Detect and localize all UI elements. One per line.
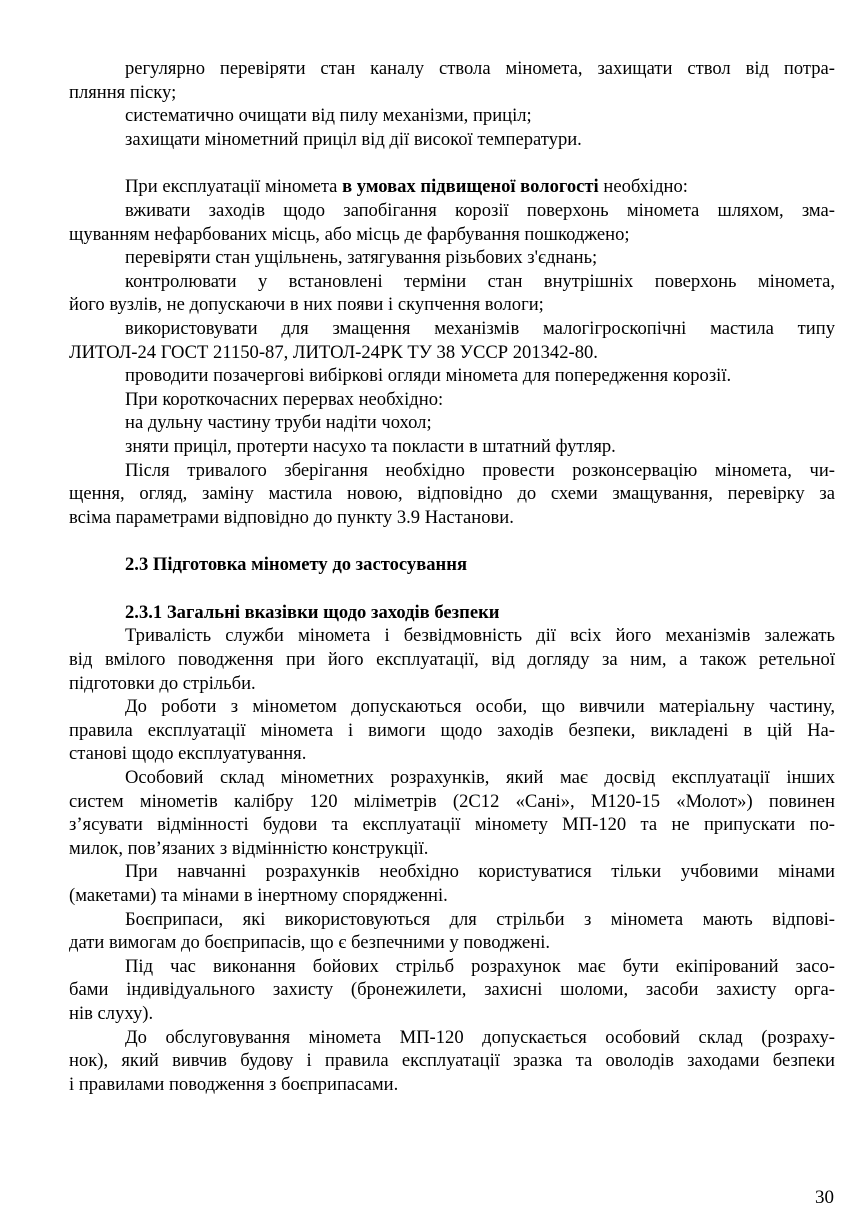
text-line: пляння піску;	[69, 81, 177, 103]
text-line: контролювати у встановлені терміни стан внутрішніх поверхонь міномета,	[125, 270, 835, 292]
spacer	[69, 577, 835, 601]
text-line: бами індивідуального захисту (бронежилети, захисні шоломи, засоби захисту орга-	[69, 979, 835, 1001]
text-line: При короткочасних перервах необхідно:	[125, 388, 444, 410]
subsection-heading: 2.3.1 Загальні вказівки щодо заходів безпеки	[125, 601, 500, 623]
text-line: всіма параметрами відповідно до пункту 3.9 Настанови.	[69, 506, 514, 528]
spacer	[69, 529, 835, 553]
text-line: щуванням нефарбованих місць, або місць де фарбування пошкоджено;	[69, 223, 630, 245]
spacer	[69, 151, 835, 175]
text-line: систем мінометів калібру 120 міліметрів (2С12 «Сані», М120-15 «Молот») повинен	[69, 790, 835, 812]
text-line: зняти приціл, протерти насухо та покласти в штатний футляр.	[125, 435, 616, 457]
intro-text: При експлуатації міномета	[125, 176, 343, 198]
text-line: підготовки до стрільби.	[69, 672, 256, 694]
text-line: Особовий склад мінометних розрахунків, який має досвід експлуатації інших	[125, 767, 835, 789]
text-line: його вузлів, не допускаючи в них появи і скупчення вологи;	[69, 294, 544, 316]
text-line: систематично очищати від пилу механізми, приціл;	[125, 105, 532, 127]
text-line: регулярно перевіряти стан каналу ствола міномета, захищати ствол від потра-	[125, 58, 835, 79]
text-line: використовувати для змащення механізмів малогігроскопічні мастила типу	[125, 317, 835, 339]
text-line: При навчанні розрахунків необхідно користуватися тільки учбовими мінами	[125, 861, 835, 883]
text-line: нок), який вивчив будову і правила експлуатації зразка та оволодів заходами безпеки	[69, 1050, 835, 1072]
text-line: Після тривалого зберігання необхідно провести розконсервацію міномета, чи-	[125, 459, 835, 481]
page-number: 30	[815, 1187, 834, 1208]
text-line: щення, огляд, заміну мастила новою, відповідно до схеми змащування, перевірку за	[69, 483, 835, 505]
text-line: милок, пов’язаних з відмінністю конструкції.	[69, 837, 429, 859]
text-line: До обслуговування міномета МП-120 допускається особовий склад (розраху-	[125, 1026, 835, 1048]
text-line: (макетами) та мінами в інертному спорядженні.	[69, 885, 448, 906]
text-line: Боєприпаси, які використовуються для стрільби з міномета мають відпові-	[125, 908, 835, 930]
text-line: і правилами поводження з боєприпасами.	[69, 1073, 399, 1095]
humidity-emphasis: в умовах підвищеної вологості	[342, 176, 599, 198]
text-line: правила експлуатації міномета і вимоги щодо заходів безпеки, викладені в цій На-	[69, 719, 835, 741]
text-line: станові щодо експлуатування.	[69, 743, 307, 765]
text-line: ЛИТОЛ-24 ГОСТ 21150-87, ЛИТОЛ-24РК ТУ 38 УССР 201342-80.	[69, 341, 598, 363]
text-line: вживати заходів щодо запобігання корозії поверхонь міномета шляхом, зма-	[125, 199, 835, 221]
text-line: Тривалість служби міномета і безвідмовність дії всіх його механізмів залежать	[125, 625, 835, 647]
text-line: від вмілого поводження при його експлуатації, від догляду за ним, а також ретельної	[69, 649, 835, 671]
text-line: нів слуху).	[69, 1002, 154, 1024]
text-line: на дульну частину труби надіти чохол;	[125, 412, 432, 434]
page-content	[69, 57, 835, 1096]
text-line: дати вимогам до боєприпасів, що є безпечними у поводжені.	[69, 932, 551, 954]
text-line: Під час виконання бойових стрільб розрахунок має бути екіпірований засо-	[125, 955, 835, 977]
text-line: До роботи з мінометом допускаються особи, що вивчили матеріальну частину,	[125, 696, 835, 718]
text-line: перевіряти стан ущільнень, затягування різьбових з'єднань;	[125, 247, 598, 269]
humidity-intro	[69, 175, 835, 199]
text-line: з’ясувати відмінності будови та експлуатації міномету МП-120 та не припускати по-	[69, 814, 835, 836]
intro-text: необхідно:	[598, 176, 688, 198]
text-line: проводити позачергові вибіркові огляди міномета для попередження корозії.	[125, 365, 732, 387]
section-heading: 2.3 Підготовка міномету до застосування	[125, 554, 468, 576]
text-line: захищати мінометний приціл від дії високої температури.	[125, 128, 582, 150]
